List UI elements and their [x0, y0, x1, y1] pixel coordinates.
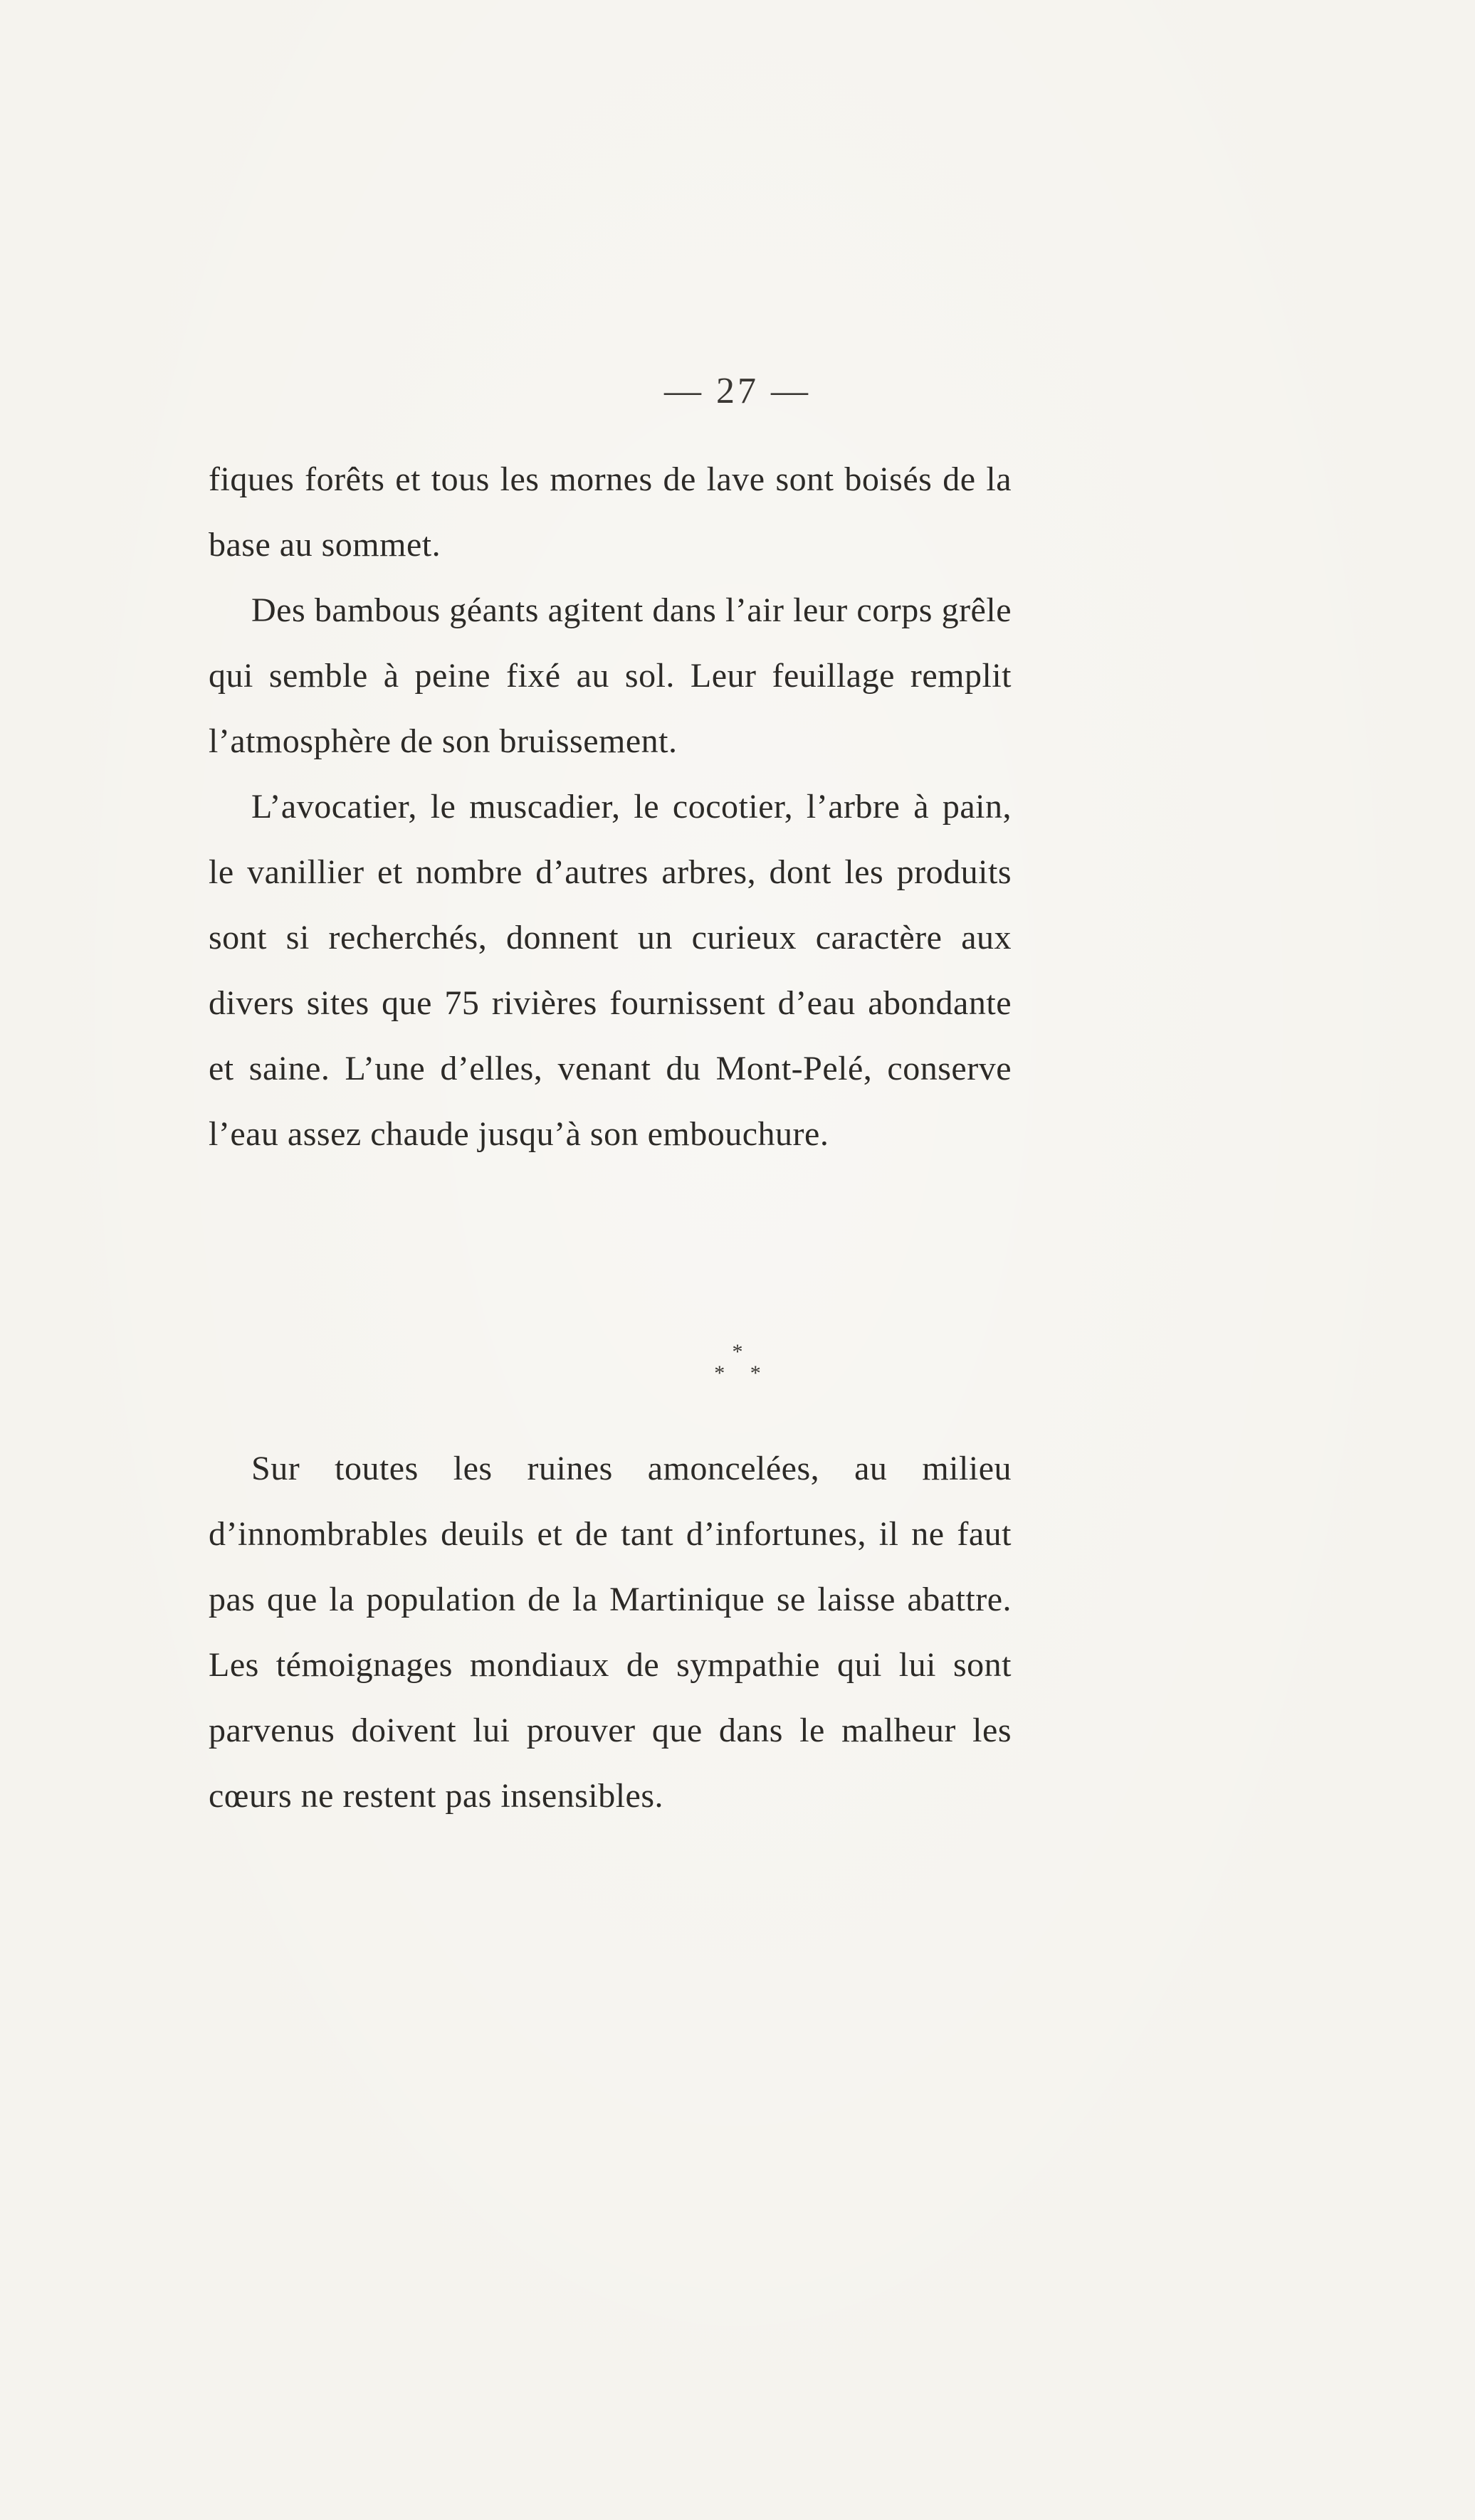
asterism-separator	[0, 1341, 1475, 1384]
paragraph-ruines: Sur toutes les ruines amoncelées, au milieu d’innombrables deuils et de tant d’infortunes, il ne faut pas que la population de la Martinique se laisse abattre. Les témoignages mondiaux de sympathie qui lui sont parvenus doivent lui prouver que dans le malheur les cœurs ne restent pas insensibles.	[209, 1450, 1012, 1815]
page-number: — 27 —	[664, 371, 811, 411]
paragraph-arbres: L’avocatier, le muscadier, le cocotier, l’arbre à pain, le vanillier et nombre d’autres arbres, dont les produits sont si recherchés, donnent un curieux caractère aux divers sites que 75 rivières fournissent d’eau abondante et saine. L’une d’elles, venant du Mont-Pelé, conserve l’eau assez chaude jusqu’à son embouchure.	[209, 788, 1012, 1153]
asterism-top: *	[732, 1340, 743, 1364]
asterism-bottom: * *	[714, 1361, 771, 1385]
paragraph-continued: fiques forêts et tous les mornes de lave sont boisés de la base au sommet.	[209, 460, 1012, 564]
text-section-2	[209, 1436, 1012, 1829]
text-section-1	[209, 447, 1012, 1167]
paragraph-bambous: Des bambous géants agitent dans l’air leur corps grêle qui semble à peine fixé au sol. Leur feuillage remplit l’atmosphère de son bruissement.	[209, 591, 1012, 760]
